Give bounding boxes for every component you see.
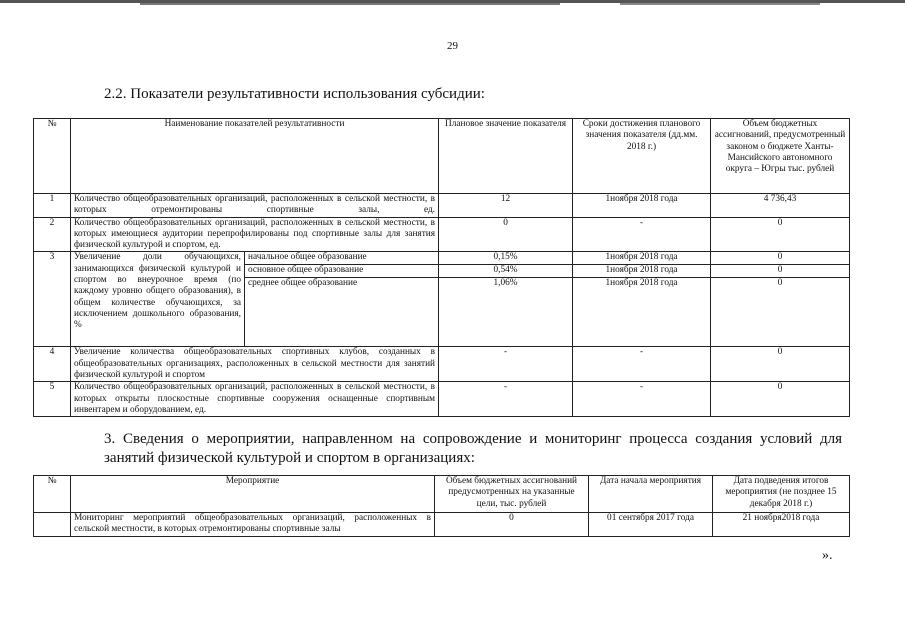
table-row	[34, 217, 850, 252]
section3-heading	[104, 430, 842, 468]
row-num: 2	[34, 217, 71, 252]
col-header-activity: Мероприятие	[71, 476, 435, 513]
sub-deadline: 1ноября 2018 года	[573, 265, 711, 278]
sub-level: основное общее образование	[245, 265, 439, 278]
section3-heading-line2: занятий физической культурой и спортом в организациях:	[104, 450, 475, 466]
row-deadline: -	[573, 347, 711, 382]
row-name: Увеличение доли обучающихся, занимающихся физической культурой и спортом во внеурочное время (по каждому уровню общего образования), в общем количестве обучающихся, за исключением дошкольного образования, %	[71, 252, 245, 347]
row-name: Увеличение количества общеобразовательных спортивных клубов, созданных в общеобразовательных организациях, расположенных в сельской местности для занятий физической культурой и спортом	[71, 347, 439, 382]
row-name: Количество общеобразовательных организаций, расположенных в сельской местности, в которых отремонтированы спортивные залы, ед.	[71, 194, 439, 218]
row-budget: 0	[711, 217, 850, 252]
col-header-deadline: Сроки достижения планового значения показателя (дд.мм. 2018 г.)	[573, 119, 711, 194]
sub-plan: 0,54%	[439, 265, 573, 278]
sub-plan: 1,06%	[439, 278, 573, 347]
row-budget: 0	[711, 347, 850, 382]
row-start: 01 сентября 2017 года	[589, 513, 713, 537]
sub-level: среднее общее образование	[245, 278, 439, 347]
indicators-table	[33, 118, 850, 417]
col-header-end: Дата подведения итогов мероприятия (не позднее 15 декабря 2018 г.)	[713, 476, 850, 513]
table-row	[34, 347, 850, 382]
row-num: 3	[34, 252, 71, 347]
row-end: 21 ноября2018 года	[713, 513, 850, 537]
row-name: Количество общеобразовательных организаций, расположенных в сельской местности, в которых открыты плоскостные спортивные сооружения оснащенные спортивным инвентарем и оборудованием, ед.	[71, 382, 439, 417]
table-row	[34, 513, 850, 537]
row-budget: 0	[711, 382, 850, 417]
row-budget: 0	[435, 513, 589, 537]
table-row	[34, 194, 850, 218]
row-num	[34, 513, 71, 537]
table-header-row	[34, 119, 850, 194]
col-header-num: №	[34, 119, 71, 194]
col-header-name: Наименование показателей результативности	[71, 119, 439, 194]
col-header-budget: Объем бюджетных ассигнований, предусмотренный законом о бюджете Ханты-Мансийского автономного округа – Югры тыс. рублей	[711, 119, 850, 194]
sub-level: начальное общее образование	[245, 252, 439, 265]
sub-budget: 0	[711, 252, 850, 265]
sub-deadline: 1ноября 2018 года	[573, 278, 711, 347]
table-row	[34, 252, 850, 265]
end-mark: ».	[822, 548, 833, 563]
table-row	[34, 382, 850, 417]
table-header-row	[34, 476, 850, 513]
row-name: Количество общеобразовательных организаций, расположенных в сельской местности, в которых имеющиеся аудитории перепрофилированы под спортивные залы для занятия физической культурой и спортом, ед.	[71, 217, 439, 252]
row-num: 1	[34, 194, 71, 218]
sub-deadline: 1ноября 2018 года	[573, 252, 711, 265]
row-plan: 0	[439, 217, 573, 252]
col-header-start: Дата начала мероприятия	[589, 476, 713, 513]
row-budget: 4 736,43	[711, 194, 850, 218]
section3-heading-line1: 3. Сведения о мероприятии, направленном на сопровождение и мониторинг процесса создания условий для	[104, 431, 842, 447]
row-num: 5	[34, 382, 71, 417]
row-deadline: 1ноября 2018 года	[573, 194, 711, 218]
col-header-num: №	[34, 476, 71, 513]
scan-artifact	[0, 0, 905, 10]
section-title: 2.2. Показатели результативности использования субсидии:	[104, 86, 485, 102]
sub-plan: 0,15%	[439, 252, 573, 265]
row-deadline: -	[573, 382, 711, 417]
row-plan: -	[439, 347, 573, 382]
page-number: 29	[447, 40, 458, 52]
row-num: 4	[34, 347, 71, 382]
activity-table	[33, 475, 850, 537]
row-plan: 12	[439, 194, 573, 218]
col-header-budget: Объем бюджетных ассигнований предусмотренных на указанные цели, тыс. рублей	[435, 476, 589, 513]
row-deadline: -	[573, 217, 711, 252]
row-activity: Мониторинг мероприятий общеобразовательных организаций, расположенных в сельской местности, в которых отремонтированы спортивные залы	[71, 513, 435, 537]
sub-budget: 0	[711, 265, 850, 278]
row-plan: -	[439, 382, 573, 417]
sub-budget: 0	[711, 278, 850, 347]
col-header-plan: Плановое значение показателя	[439, 119, 573, 194]
